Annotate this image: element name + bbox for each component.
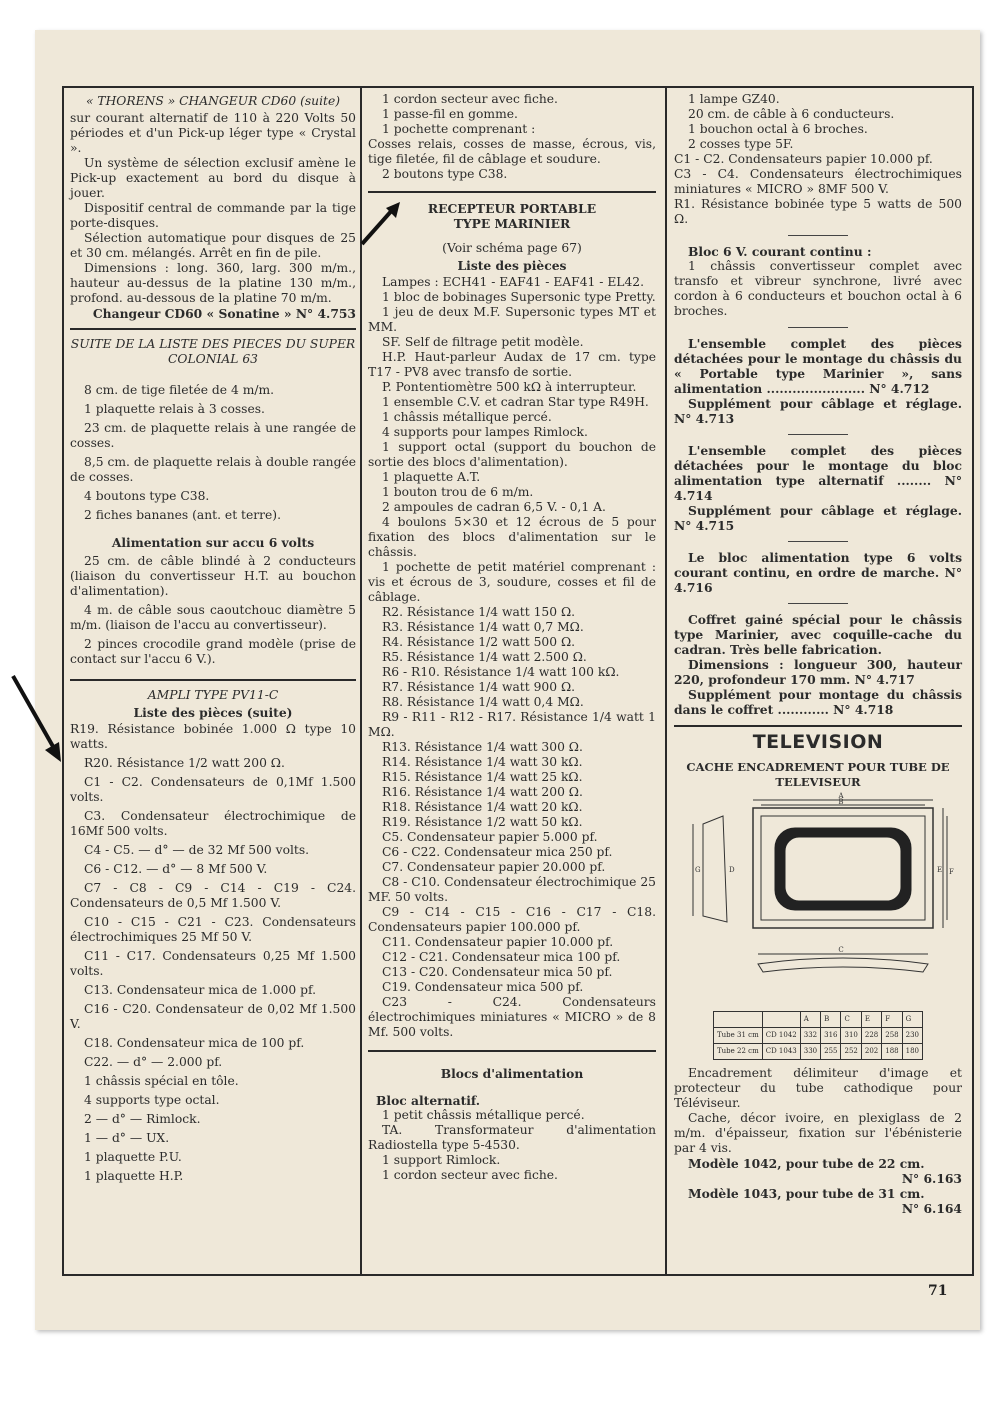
table-cell (762, 1012, 800, 1028)
column-2 (368, 92, 656, 1183)
table-cell: B (821, 1012, 841, 1028)
table-cell: 332 (800, 1028, 820, 1044)
list-item: C11. Condensateur papier 10.000 pf. (382, 935, 614, 949)
list-item: R5. Résistance 1/4 watt 2.500 Ω. (382, 650, 587, 664)
list-item: 2 fiches bananes (ant. et terre). (84, 508, 282, 522)
list-item: 1 petit châssis métallique percé. (382, 1108, 585, 1122)
arrow-marker-left (5, 670, 67, 765)
list-item: C19. Condensateur mica 500 pf. (382, 980, 584, 994)
list-item: 4 supports pour lampes Rimlock. (382, 425, 588, 439)
table-cell: 230 (902, 1028, 922, 1044)
table-cell: 330 (800, 1044, 820, 1060)
table-cell: A (800, 1012, 820, 1028)
list-item: 1 châssis spécial en tôle. (84, 1074, 239, 1088)
list-item: C22. — d° — 2.000 pf. (84, 1055, 223, 1069)
list-item: Cosses relais, cosses de masse, écrous, vis, tige filetée, fil de câblage et soudure. (368, 137, 656, 166)
ensemble-2-supplement: Supplément pour câblage et réglage. N° 4.715 (674, 503, 962, 533)
coffret-text: Coffret gainé spécial pour le châssis type Marinier, avec coquille-cache du cadran. Très belle fabrication. (674, 612, 962, 657)
list-item: C13 - C20. Condensateur mica 50 pf. (382, 965, 613, 979)
section-rule (70, 328, 356, 330)
list-item: C1 - C2. Condensateurs papier 10.000 pf. (674, 152, 933, 166)
table-cell: 255 (821, 1044, 841, 1060)
list-item: 1 plaquette P.U. (84, 1150, 182, 1164)
list-item: 2 ampoules de cadran 6,5 V. - 0,1 A. (382, 500, 606, 514)
table-cell: 202 (861, 1044, 881, 1060)
table-cell: 188 (882, 1044, 902, 1060)
list-item: 1 bouchon octal à 6 broches. (688, 122, 868, 136)
list-item: C6 - C22. Condensateur mica 250 pf. (382, 845, 613, 859)
list-item: 1 passe-fil en gomme. (382, 107, 518, 121)
table-cell: CD 1042 (762, 1028, 800, 1044)
short-rule (788, 603, 848, 604)
list-item: C12 - C21. Condensateur mica 100 pf. (382, 950, 621, 964)
bloc-alt-title: Bloc alternatif. (376, 1093, 481, 1108)
diagram-label-a: A (838, 792, 844, 800)
table-cell: F (882, 1012, 902, 1028)
thorens-para: sur courant alternatif de 110 à 220 Volts 50 périodes et d'un Pick-up léger type « Crystal ». (70, 111, 356, 155)
list-item: 1 pochette de petit matériel comprenant : vis et écrous de 3, soudure, cosses et fil de câblage. (368, 560, 656, 604)
list-item: C11 - C17. Condensateurs 0,25 Mf 1.500 volts. (70, 949, 356, 978)
list-item: 25 cm. de câble blindé à 2 conducteurs (liaison du convertisseur H.T. au bouchon d'alimentation). (70, 554, 356, 598)
voir-schema: (Voir schéma page 67) (442, 241, 582, 255)
tv-cache-diagram (683, 794, 953, 1009)
list-item: 8 cm. de tige filetée de 4 m/m. (84, 383, 275, 397)
dimensions-table (713, 1011, 923, 1060)
list-item: 1 bouton trou de 6 m/m. (382, 485, 534, 499)
section-rule (674, 725, 962, 727)
thorens-para: Un système de sélection exclusif amène le Pick-up exactement au bord du disque à jouer. (70, 156, 356, 200)
ensemble-1: L'ensemble complet des pièces détachées pour le montage du châssis du « Portable type Marinier », sans alimentation ....................... N° 4.712 (674, 336, 962, 396)
list-item: C4 - C5. — d° — de 32 Mf 500 volts. (84, 843, 310, 857)
diagram-label-f: F (949, 868, 954, 876)
table-cell: 180 (902, 1044, 922, 1060)
list-item: 1 plaquette A.T. (382, 470, 481, 484)
list-item: C3 - C4. Condensateurs électrochimiques miniatures « MICRO » 8MF 500 V. (674, 167, 962, 196)
list-item: 1 plaquette H.P. (84, 1169, 184, 1183)
list-item: R16. Résistance 1/4 watt 200 Ω. (382, 785, 583, 799)
list-item: 2 pinces crocodile grand modèle (prise de contact sur l'accu 6 V.). (70, 637, 356, 666)
table-cell: Tube 31 cm (714, 1028, 763, 1044)
list-item: 1 bloc de bobinages Supersonic type Pretty. (382, 290, 656, 304)
list-item: 1 pochette comprenant : (382, 122, 536, 136)
diagram-label-b: B (838, 798, 844, 806)
list-item: 4 boutons type C38. (84, 489, 210, 503)
thorens-para: Dispositif central de commande par la tige porte-disques. (70, 201, 356, 230)
column-divider-2 (665, 88, 667, 1274)
list-item: 1 cordon secteur avec fiche. (382, 1168, 558, 1182)
list-item: 4 boulons 5×30 et 12 écrous de 5 pour fixation des blocs d'alimentation sur le châssis. (368, 515, 656, 559)
list-item: 1 plaquette relais à 3 cosses. (84, 402, 265, 416)
list-item: C10 - C15 - C21 - C23. Condensateurs électrochimiques 25 Mf 50 V. (70, 915, 356, 944)
list-item: 1 — d° — UX. (84, 1131, 170, 1145)
list-item: R9 - R11 - R12 - R17. Résistance 1/4 watt 1 MΩ. (368, 710, 656, 739)
list-item: C23 - C24. Condensateurs électrochimiques miniatures « MICRO » de 8 Mf. 500 volts. (368, 995, 656, 1039)
accu-title: Alimentation sur accu 6 volts (111, 535, 315, 550)
bloc6-text: 1 châssis convertisseur complet avec transfo et vibreur synchrone, livré avec cordon à 6 conducteurs et bouchon octal à 6 broches. (674, 259, 962, 318)
thorens-ref-label: Changeur CD60 « Sonatine » N° (92, 306, 314, 321)
list-item: SF. Self de filtrage petit modèle. (382, 335, 584, 349)
list-item: 1 lampe GZ40. (688, 92, 780, 106)
cache-para: Cache, décor ivoire, en plexiglass de 2 m/m. d'épaisseur, fixation sur l'ébénisterie par 4 vis. (674, 1111, 962, 1155)
table-cell: 252 (841, 1044, 861, 1060)
modele-1042: Modèle 1042, pour tube de 22 cm. (688, 1156, 925, 1171)
list-item: C5. Condensateur papier 5.000 pf. (382, 830, 598, 844)
list-item: R1. Résistance bobinée type 5 watts de 500 Ω. (674, 197, 962, 226)
liste-title: Liste des pièces (457, 258, 567, 273)
thorens-para: Dimensions : long. 360, larg. 300 m/m., hauteur au-dessus de la platine 130 m/m., profond. au-dessous de la platine 70 m/m. (70, 261, 356, 305)
list-item: 1 jeu de deux M.F. Supersonic types MT et MM. (368, 305, 656, 334)
modele-1042-num: N° 6.163 (901, 1171, 962, 1186)
list-item: C18. Condensateur mica de 100 pf. (84, 1036, 305, 1050)
bloc6-title: Bloc 6 V. courant continu : (688, 244, 872, 259)
list-item: R8. Résistance 1/4 watt 0,4 MΩ. (382, 695, 584, 709)
ampli-title: AMPLI TYPE PV11-C (147, 688, 279, 702)
list-item: 1 châssis métallique percé. (382, 410, 552, 424)
ensemble-2: L'ensemble complet des pièces détachées pour le montage du bloc alimentation type alternatif ........ N° 4.714 (674, 443, 962, 503)
list-item: 2 boutons type C38. (382, 167, 508, 181)
section-rule (368, 1050, 656, 1052)
list-item: 2 cosses type 5F. (688, 137, 794, 151)
diagram-label-e: E (937, 866, 943, 874)
list-item: TA. Transformateur d'alimentation Radiostella type 5-4530. (368, 1123, 656, 1152)
list-item: C9 - C14 - C15 - C16 - C17 - C18. Condensateurs papier 100.000 pf. (368, 905, 656, 934)
list-item: C6 - C12. — d° — 8 Mf 500 V. (84, 862, 268, 876)
list-item: 1 support octal (support du bouchon de sortie des blocs d'alimentation). (368, 440, 656, 469)
list-item: C13. Condensateur mica de 1.000 pf. (84, 983, 317, 997)
section-rule (368, 191, 656, 193)
recepteur-parts-list (368, 275, 656, 1040)
table-row (714, 1044, 923, 1060)
list-item: 1 support Rimlock. (382, 1153, 501, 1167)
list-item: 1 cordon secteur avec fiche. (382, 92, 558, 106)
list-item: R7. Résistance 1/4 watt 900 Ω. (382, 680, 576, 694)
recepteur-title: RECEPTEUR PORTABLE (427, 201, 597, 216)
modele-1043-num: N° 6.164 (901, 1201, 962, 1216)
short-rule (788, 541, 848, 542)
short-rule (788, 434, 848, 435)
list-item: 4 supports type octal. (84, 1093, 220, 1107)
page-number: 71 (928, 1283, 948, 1299)
column-3 (674, 92, 962, 1216)
list-item: C7. Condensateur papier 20.000 pf. (382, 860, 606, 874)
list-item: 8,5 cm. de plaquette relais à double rangée de cosses. (70, 455, 356, 484)
list-item: C7 - C8 - C9 - C14 - C19 - C24. Condensateurs de 0,5 Mf 1.500 V. (70, 881, 356, 910)
list-item: 4 m. de câble sous caoutchouc diamètre 5 m/m. (liaison de l'accu au convertisseur). (70, 603, 356, 632)
table-cell: 310 (841, 1028, 861, 1044)
list-item: 1 ensemble C.V. et cadran Star type R49H. (382, 395, 649, 409)
list-item: R15. Résistance 1/4 watt 25 kΩ. (382, 770, 583, 784)
list-item: R3. Résistance 1/4 watt 0,7 MΩ. (382, 620, 584, 634)
list-item: 20 cm. de câble à 6 conducteurs. (688, 107, 895, 121)
list-item: R6 - R10. Résistance 1/4 watt 100 kΩ. (382, 665, 620, 679)
list-item: R14. Résistance 1/4 watt 30 kΩ. (382, 755, 583, 769)
cache-para: Encadrement délimiteur d'image et protecteur du tube cathodique pour Téléviseur. (674, 1066, 962, 1110)
table-cell: 228 (861, 1028, 881, 1044)
thorens-para: Sélection automatique pour disques de 25 et 30 cm. mélangés. Arrêt en fin de pile. (70, 231, 356, 260)
thorens-title: « THORENS » CHANGEUR CD60 (suite) (85, 94, 341, 108)
coffret-supplement: Supplément pour montage du châssis dans le coffret ............ N° 4.718 (674, 687, 962, 717)
table-cell: C (841, 1012, 861, 1028)
list-item: 23 cm. de plaquette relais à une rangée de cosses. (70, 421, 356, 450)
short-rule (788, 235, 848, 236)
table-cell: Tube 22 cm (714, 1044, 763, 1060)
list-item: C3. Condensateur électrochimique de 16Mf 500 volts. (70, 809, 356, 838)
colonial-title: SUITE DE LA LISTE DES PIECES DU SUPER COLONIAL 63 (70, 337, 356, 366)
column-1 (70, 92, 356, 1184)
list-item: R18. Résistance 1/4 watt 20 kΩ. (382, 800, 583, 814)
blocs-title: Blocs d'alimentation (440, 1066, 584, 1081)
table-cell (714, 1012, 763, 1028)
table-cell: 316 (821, 1028, 841, 1044)
thorens-ref-num: 4.753 (317, 306, 356, 321)
modele-1043: Modèle 1043, pour tube de 31 cm. (688, 1186, 925, 1201)
list-item: H.P. Haut-parleur Audax de 17 cm. type T17 - PV8 avec transfo de sortie. (368, 350, 656, 379)
recepteur-title: TYPE MARINIER (453, 216, 571, 231)
list-item: R13. Résistance 1/4 watt 300 Ω. (382, 740, 583, 754)
diagram-label-g: G (695, 866, 701, 874)
television-title: TELEVISION (752, 731, 884, 753)
table-row (714, 1028, 923, 1044)
coffret-dims: Dimensions : longueur 300, hauteur 220, profondeur 170 mm. N° 4.717 (674, 657, 962, 687)
table-cell: CD 1043 (762, 1044, 800, 1060)
bloc6-marche: Le bloc alimentation type 6 volts courant continu, en ordre de marche. N° 4.716 (674, 550, 962, 595)
table-row (714, 1012, 923, 1028)
list-item: Lampes : ECH41 - EAF41 - EAF41 - EL42. (382, 275, 645, 289)
section-rule (70, 679, 356, 681)
thorens-reference (70, 306, 356, 321)
list-item: R19. Résistance 1/2 watt 50 kΩ. (382, 815, 583, 829)
column-divider-1 (360, 88, 362, 1274)
list-item: R4. Résistance 1/2 watt 500 Ω. (382, 635, 576, 649)
list-item: P. Pontentiomètre 500 kΩ à interrupteur. (382, 380, 637, 394)
table-cell: G (902, 1012, 922, 1028)
list-item: C8 - C10. Condensateur électrochimique 25 MF. 50 volts. (368, 875, 657, 904)
table-cell: E (861, 1012, 881, 1028)
list-item: R2. Résistance 1/4 watt 150 Ω. (382, 605, 576, 619)
table-cell: 258 (882, 1028, 902, 1044)
diagram-label-c: C (838, 946, 844, 954)
ensemble-1-supplement: Supplément pour câblage et réglage. N° 4.713 (674, 396, 962, 426)
cache-title: CACHE ENCADREMENT POUR TUBE DE TELEVISEUR (686, 760, 950, 789)
ampli-subtitle: Liste des pièces (suite) (133, 705, 293, 720)
list-item: 2 — d° — Rimlock. (84, 1112, 201, 1126)
diagram-label-d: D (729, 866, 735, 874)
list-item: R19. Résistance bobinée 1.000 Ω type 10 watts. (70, 722, 356, 751)
list-item: R20. Résistance 1/2 watt 200 Ω. (84, 756, 285, 770)
list-item: C1 - C2. Condensateurs de 0,1Mf 1.500 volts. (70, 775, 356, 804)
short-rule (788, 327, 848, 328)
list-item: C16 - C20. Condensateur de 0,02 Mf 1.500 V. (70, 1002, 356, 1031)
